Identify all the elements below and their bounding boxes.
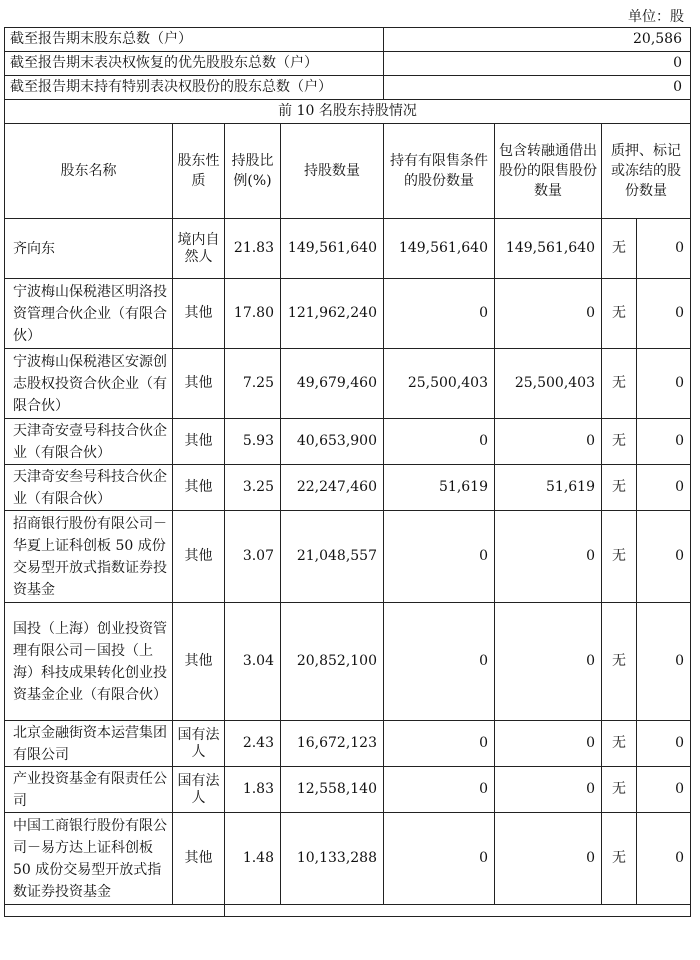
cut-off-cell bbox=[225, 905, 691, 917]
summary-label: 截至报告期末表决权恢复的优先股股东总数（户） bbox=[5, 52, 384, 76]
lending-qty: 0 bbox=[495, 767, 602, 813]
restricted-qty: 0 bbox=[384, 721, 495, 767]
shareholder-name: 天津奇安壹号科技合伙企业（有限合伙） bbox=[5, 419, 173, 465]
header-ratio: 持股比例(%) bbox=[225, 124, 281, 219]
holding-qty: 12,558,140 bbox=[281, 767, 384, 813]
header-name: 股东名称 bbox=[5, 124, 173, 219]
summary-value: 0 bbox=[384, 52, 691, 76]
shareholder-nature: 其他 bbox=[173, 813, 225, 905]
header-pledge: 质押、标记或冻结的股份数量 bbox=[602, 124, 691, 219]
summary-value: 20,586 bbox=[384, 28, 691, 52]
shareholder-name: 宁波梅山保税港区安源创志股权投资合伙企业（有限合伙） bbox=[5, 349, 173, 419]
lending-qty: 0 bbox=[495, 279, 602, 349]
holding-ratio: 1.83 bbox=[225, 767, 281, 813]
shareholder-name: 齐向东 bbox=[5, 219, 173, 279]
shareholder-name: 北京金融街资本运营集团有限公司 bbox=[5, 721, 173, 767]
header-nature: 股东性质 bbox=[173, 124, 225, 219]
shareholder-nature: 其他 bbox=[173, 419, 225, 465]
shareholder-nature: 其他 bbox=[173, 465, 225, 511]
holding-qty: 149,561,640 bbox=[281, 219, 384, 279]
holding-qty: 16,672,123 bbox=[281, 721, 384, 767]
pledge-qty: 0 bbox=[637, 419, 691, 465]
summary-label: 截至报告期末持有特别表决权股份的股东总数（户） bbox=[5, 76, 384, 100]
restricted-qty: 0 bbox=[384, 279, 495, 349]
holding-ratio: 7.25 bbox=[225, 349, 281, 419]
summary-value: 0 bbox=[384, 76, 691, 100]
restricted-qty: 0 bbox=[384, 813, 495, 905]
holding-qty: 10,133,288 bbox=[281, 813, 384, 905]
lending-qty: 51,619 bbox=[495, 465, 602, 511]
pledge-status: 无 bbox=[602, 465, 637, 511]
holding-ratio: 2.43 bbox=[225, 721, 281, 767]
header-restricted: 持有有限售条件的股份数量 bbox=[384, 124, 495, 219]
summary-row bbox=[5, 28, 691, 52]
unit-label: 单位：股 bbox=[628, 9, 684, 25]
table-row bbox=[5, 767, 691, 813]
pledge-qty: 0 bbox=[637, 813, 691, 905]
holding-qty: 22,247,460 bbox=[281, 465, 384, 511]
section-title-row bbox=[5, 100, 691, 124]
pledge-status: 无 bbox=[602, 419, 637, 465]
pledge-status: 无 bbox=[602, 219, 637, 279]
lending-qty: 0 bbox=[495, 813, 602, 905]
pledge-status: 无 bbox=[602, 767, 637, 813]
lending-qty: 0 bbox=[495, 419, 602, 465]
section-title: 前 10 名股东持股情况 bbox=[5, 100, 691, 124]
shareholder-name: 宁波梅山保税港区明洛投资管理合伙企业（有限合伙） bbox=[5, 279, 173, 349]
shareholder-name: 国投（上海）创业投资管理有限公司－国投（上海）科技成果转化创业投资基金企业（有限合伙） bbox=[5, 603, 173, 721]
shareholder-nature: 其他 bbox=[173, 349, 225, 419]
shareholder-name: 招商银行股份有限公司－华夏上证科创板 50 成份交易型开放式指数证券投资基金 bbox=[5, 511, 173, 603]
table-row bbox=[5, 813, 691, 905]
restricted-qty: 149,561,640 bbox=[384, 219, 495, 279]
summary-row bbox=[5, 52, 691, 76]
restricted-qty: 0 bbox=[384, 511, 495, 603]
holding-qty: 40,653,900 bbox=[281, 419, 384, 465]
restricted-qty: 25,500,403 bbox=[384, 349, 495, 419]
pledge-qty: 0 bbox=[637, 219, 691, 279]
holding-qty: 121,962,240 bbox=[281, 279, 384, 349]
lending-qty: 149,561,640 bbox=[495, 219, 602, 279]
shareholder-nature: 其他 bbox=[173, 279, 225, 349]
table-row bbox=[5, 465, 691, 511]
pledge-qty: 0 bbox=[637, 511, 691, 603]
summary-label: 截至报告期末股东总数（户） bbox=[5, 28, 384, 52]
header-qty: 持股数量 bbox=[281, 124, 384, 219]
holding-ratio: 17.80 bbox=[225, 279, 281, 349]
holding-qty: 21,048,557 bbox=[281, 511, 384, 603]
pledge-status: 无 bbox=[602, 349, 637, 419]
pledge-status: 无 bbox=[602, 511, 637, 603]
lending-qty: 0 bbox=[495, 721, 602, 767]
holding-ratio: 5.93 bbox=[225, 419, 281, 465]
lending-qty: 0 bbox=[495, 511, 602, 603]
holding-ratio: 3.07 bbox=[225, 511, 281, 603]
header-lending: 包含转融通借出股份的限售股份数量 bbox=[495, 124, 602, 219]
pledge-status: 无 bbox=[602, 279, 637, 349]
pledge-status: 无 bbox=[602, 813, 637, 905]
lending-qty: 0 bbox=[495, 603, 602, 721]
table-row bbox=[5, 419, 691, 465]
holding-ratio: 3.25 bbox=[225, 465, 281, 511]
table-row bbox=[5, 349, 691, 419]
shareholder-name: 产业投资基金有限责任公司 bbox=[5, 767, 173, 813]
shareholder-nature: 国有法人 bbox=[173, 721, 225, 767]
cut-off-cell bbox=[5, 905, 225, 917]
shareholder-name: 中国工商银行股份有限公司－易方达上证科创板 50 成份交易型开放式指数证券投资基金 bbox=[5, 813, 173, 905]
shareholder-nature: 境内自然人 bbox=[173, 219, 225, 279]
pledge-qty: 0 bbox=[637, 721, 691, 767]
table-row bbox=[5, 219, 691, 279]
restricted-qty: 0 bbox=[384, 767, 495, 813]
pledge-qty: 0 bbox=[637, 767, 691, 813]
holding-qty: 49,679,460 bbox=[281, 349, 384, 419]
holding-ratio: 21.83 bbox=[225, 219, 281, 279]
summary-row bbox=[5, 76, 691, 100]
cut-off-row bbox=[5, 905, 691, 917]
shareholder-table bbox=[4, 27, 691, 917]
pledge-qty: 0 bbox=[637, 465, 691, 511]
lending-qty: 25,500,403 bbox=[495, 349, 602, 419]
shareholder-nature: 其他 bbox=[173, 511, 225, 603]
table-row bbox=[5, 603, 691, 721]
shareholder-nature: 其他 bbox=[173, 603, 225, 721]
table-row bbox=[5, 279, 691, 349]
table-row bbox=[5, 511, 691, 603]
table-row bbox=[5, 721, 691, 767]
pledge-qty: 0 bbox=[637, 279, 691, 349]
restricted-qty: 51,619 bbox=[384, 465, 495, 511]
restricted-qty: 0 bbox=[384, 603, 495, 721]
header-row bbox=[5, 124, 691, 219]
shareholder-nature: 国有法人 bbox=[173, 767, 225, 813]
pledge-status: 无 bbox=[602, 721, 637, 767]
pledge-qty: 0 bbox=[637, 349, 691, 419]
holding-ratio: 3.04 bbox=[225, 603, 281, 721]
shareholder-name: 天津奇安叁号科技合伙企业（有限合伙） bbox=[5, 465, 173, 511]
pledge-status: 无 bbox=[602, 603, 637, 721]
holding-ratio: 1.48 bbox=[225, 813, 281, 905]
holding-qty: 20,852,100 bbox=[281, 603, 384, 721]
restricted-qty: 0 bbox=[384, 419, 495, 465]
pledge-qty: 0 bbox=[637, 603, 691, 721]
